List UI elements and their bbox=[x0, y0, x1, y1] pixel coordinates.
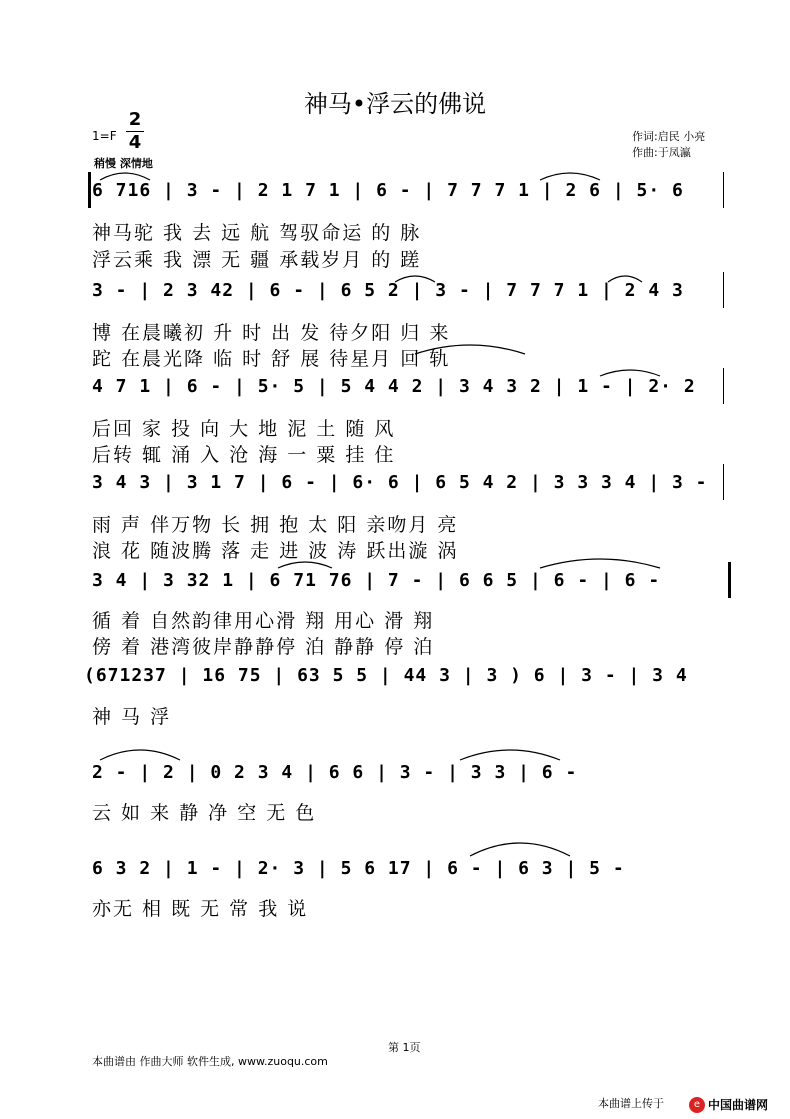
lyrics-row-3-verse-2: 后转 辄 涌 入 沧 海 一 粟 挂 住 bbox=[92, 444, 396, 466]
generator-footer: 本曲谱由 作曲大师 软件生成, www.zuoqu.com bbox=[92, 1055, 328, 1068]
time-sig-top: 2 bbox=[128, 109, 142, 130]
lyrics-row-3-verse-1: 后回 家 投 向 大 地 泥 土 随 风 bbox=[92, 418, 396, 440]
staff-row-8 bbox=[0, 850, 790, 898]
notes-row-2: 3 - | 2 3 42 | 6 - | 6 5 2 | 3 - | 7 7 7 1 | 2 4 3 bbox=[92, 280, 684, 301]
lyrics-row-5-verse-1: 循 着 自然韵律用心滑 翔 用心 滑 翔 bbox=[92, 610, 435, 632]
lyrics-row-5-verse-2: 傍 着 港湾彼岸静静停 泊 静静 停 泊 bbox=[92, 636, 435, 658]
lyrics-row-6: 神 马 浮 bbox=[92, 706, 172, 728]
staff-row-1 bbox=[0, 172, 790, 220]
notes-row-7: 2 - | 2 | 0 2 3 4 | 6 6 | 3 - | 3 3 | 6 - bbox=[92, 762, 578, 783]
upload-label: 本曲谱上传于 bbox=[598, 1097, 664, 1110]
lyrics-row-4-verse-1: 雨 声 伴万物 长 拥 抱 太 阳 亲吻月 亮 bbox=[92, 514, 459, 536]
time-signature bbox=[126, 110, 144, 153]
lyricist-credit: 作词:启民 小亮 bbox=[632, 130, 706, 143]
start-barline bbox=[88, 172, 91, 208]
lyrics-row-4-verse-2: 浪 花 随波腾 落 走 进 波 涛 跃出漩 涡 bbox=[92, 540, 459, 562]
site-logo bbox=[686, 1094, 768, 1113]
notes-row-4: 3 4 3 | 3 1 7 | 6 - | 6· 6 | 6 5 4 2 | 3 3 3 4 | 3 - bbox=[92, 472, 708, 493]
staff-row-7 bbox=[0, 754, 790, 802]
notes-row-1: 6 716 | 3 - | 2 1 7 1 | 6 - | 7 7 7 1 | 2 6 | 5· 6 bbox=[92, 180, 684, 201]
lyrics-row-7: 云 如 来 静 净 空 无 色 bbox=[92, 802, 317, 824]
staff-row-2 bbox=[0, 272, 790, 320]
notes-row-5: 3 4 | 3 32 1 | 6 71 76 | 7 - | 6 6 5 | 6 - | 6 - bbox=[92, 570, 661, 591]
notes-row-3: 4 7 1 | 6 - | 5· 5 | 5 4 4 2 | 3 4 3 2 | 1 - | 2· 2 bbox=[92, 376, 696, 397]
page-number: 第 1页 bbox=[388, 1041, 421, 1054]
lyrics-row-1-verse-2: 浮云乘 我 漂 无 疆 承载岁月 的 蹉 bbox=[92, 249, 422, 271]
lyrics-row-1-verse-1: 神马驼 我 去 远 航 驾驭命运 的 脉 bbox=[92, 222, 422, 244]
barline bbox=[723, 172, 724, 208]
logo-icon: e bbox=[689, 1097, 705, 1113]
lyrics-row-2-verse-1: 博 在晨曦初 升 时 出 发 待夕阳 归 来 bbox=[92, 322, 451, 344]
score-title: 神马•浮云的佛说 bbox=[303, 90, 487, 118]
lyrics-row-8: 亦无 相 既 无 常 我 说 bbox=[92, 898, 309, 920]
composer-credit: 作曲:于凤瀛 bbox=[632, 146, 691, 159]
staff-row-6 bbox=[0, 657, 790, 705]
time-sig-bottom: 4 bbox=[128, 132, 142, 153]
staff-row-3 bbox=[0, 368, 790, 416]
notes-row-6: (671237 | 16 75 | 63 5 5 | 44 3 | 3 ) 6 | 3 - | 3 4 bbox=[84, 665, 688, 686]
staff-row-5 bbox=[0, 562, 790, 610]
barline bbox=[723, 464, 724, 500]
tempo-marking: 稍慢 深情地 bbox=[94, 157, 153, 170]
staff-row-4 bbox=[0, 464, 790, 512]
repeat-end-barline bbox=[728, 562, 731, 598]
key-signature: 1=F bbox=[92, 129, 117, 143]
lyrics-row-2-verse-2: 跎 在晨光降 临 时 舒 展 待星月 回 轨 bbox=[92, 348, 451, 370]
brand-name: 中国曲谱网 bbox=[708, 1098, 769, 1112]
notes-row-8: 6 3 2 | 1 - | 2· 3 | 5 6 17 | 6 - | 6 3 | 5 - bbox=[92, 858, 625, 879]
barline bbox=[723, 368, 724, 404]
barline bbox=[723, 272, 724, 308]
